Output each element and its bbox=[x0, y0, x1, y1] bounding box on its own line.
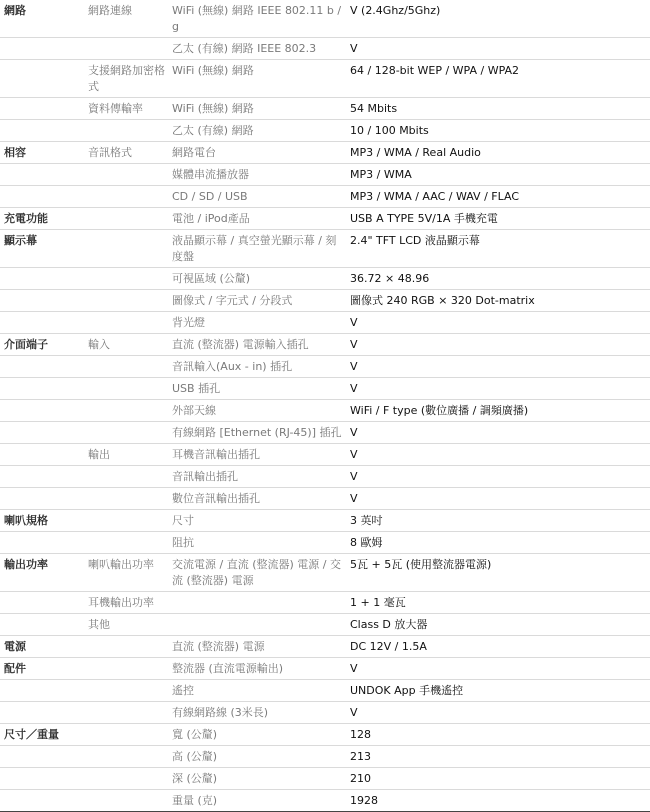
value-cell: UNDOK App 手機遙控 bbox=[346, 680, 650, 702]
category-cell bbox=[0, 702, 84, 724]
value-cell: V bbox=[346, 334, 650, 356]
feature-cell: 數位音訊輸出插孔 bbox=[168, 488, 346, 510]
table-row bbox=[0, 142, 650, 164]
subcategory-cell bbox=[84, 230, 168, 268]
table-row bbox=[0, 290, 650, 312]
subcategory-cell: 音訊格式 bbox=[84, 142, 168, 164]
feature-cell: 乙太 (有線) 網路 bbox=[168, 120, 346, 142]
value-cell: 3 英吋 bbox=[346, 510, 650, 532]
table-row bbox=[0, 614, 650, 636]
table-row bbox=[0, 532, 650, 554]
feature-cell: WiFi (無線) 網路 bbox=[168, 60, 346, 98]
table-row bbox=[0, 334, 650, 356]
value-cell: V bbox=[346, 702, 650, 724]
category-cell bbox=[0, 312, 84, 334]
feature-cell: 背光燈 bbox=[168, 312, 346, 334]
category-cell: 充電功能 bbox=[0, 208, 84, 230]
category-cell bbox=[0, 400, 84, 422]
feature-cell: CD / SD / USB bbox=[168, 186, 346, 208]
feature-cell: 媒體串流播放器 bbox=[168, 164, 346, 186]
table-row bbox=[0, 378, 650, 400]
subcategory-cell bbox=[84, 510, 168, 532]
table-row bbox=[0, 60, 650, 98]
category-cell bbox=[0, 532, 84, 554]
value-cell: MP3 / WMA / Real Audio bbox=[346, 142, 650, 164]
value-cell: V bbox=[346, 466, 650, 488]
feature-cell: WiFi (無線) 網路 bbox=[168, 98, 346, 120]
value-cell: V bbox=[346, 658, 650, 680]
category-cell bbox=[0, 746, 84, 768]
feature-cell bbox=[168, 592, 346, 614]
category-cell bbox=[0, 790, 84, 812]
feature-cell: 有線網路 [Ethernet (RJ-45)] 插孔 bbox=[168, 422, 346, 444]
table-row bbox=[0, 510, 650, 532]
subcategory-cell bbox=[84, 768, 168, 790]
subcategory-cell bbox=[84, 164, 168, 186]
subcategory-cell: 其他 bbox=[84, 614, 168, 636]
subcategory-cell bbox=[84, 724, 168, 746]
table-row bbox=[0, 268, 650, 290]
feature-cell: 直流 (整流器) 電源 bbox=[168, 636, 346, 658]
category-cell: 輸出功率 bbox=[0, 554, 84, 592]
subcategory-cell bbox=[84, 120, 168, 142]
feature-cell: 音訊輸入(Aux - in) 插孔 bbox=[168, 356, 346, 378]
subcategory-cell bbox=[84, 38, 168, 60]
value-cell: V bbox=[346, 378, 650, 400]
value-cell: 2.4" TFT LCD 液晶顯示幕 bbox=[346, 230, 650, 268]
table-row bbox=[0, 400, 650, 422]
subcategory-cell bbox=[84, 208, 168, 230]
feature-cell: 寬 (公釐) bbox=[168, 724, 346, 746]
category-cell bbox=[0, 592, 84, 614]
category-cell bbox=[0, 98, 84, 120]
value-cell: V bbox=[346, 38, 650, 60]
table-row bbox=[0, 120, 650, 142]
subcategory-cell bbox=[84, 488, 168, 510]
feature-cell: USB 插孔 bbox=[168, 378, 346, 400]
feature-cell: 阻抗 bbox=[168, 532, 346, 554]
table-row bbox=[0, 746, 650, 768]
subcategory-cell bbox=[84, 290, 168, 312]
category-cell: 配件 bbox=[0, 658, 84, 680]
value-cell: MP3 / WMA bbox=[346, 164, 650, 186]
value-cell: V bbox=[346, 488, 650, 510]
value-cell: 1928 bbox=[346, 790, 650, 812]
value-cell: WiFi / F type (數位廣播 / 調頻廣播) bbox=[346, 400, 650, 422]
subcategory-cell bbox=[84, 400, 168, 422]
table-row bbox=[0, 164, 650, 186]
category-cell: 介面端子 bbox=[0, 334, 84, 356]
category-cell bbox=[0, 378, 84, 400]
value-cell: 213 bbox=[346, 746, 650, 768]
subcategory-cell bbox=[84, 378, 168, 400]
feature-cell: 有線網路線 (3米長) bbox=[168, 702, 346, 724]
subcategory-cell bbox=[84, 636, 168, 658]
category-cell bbox=[0, 164, 84, 186]
table-row bbox=[0, 356, 650, 378]
table-row bbox=[0, 592, 650, 614]
subcategory-cell bbox=[84, 312, 168, 334]
table-row bbox=[0, 312, 650, 334]
subcategory-cell bbox=[84, 680, 168, 702]
value-cell: USB A TYPE 5V/1A 手機充電 bbox=[346, 208, 650, 230]
value-cell: V bbox=[346, 422, 650, 444]
category-cell: 喇叭規格 bbox=[0, 510, 84, 532]
table-row bbox=[0, 680, 650, 702]
subcategory-cell: 支援網路加密格式 bbox=[84, 60, 168, 98]
subcategory-cell bbox=[84, 422, 168, 444]
feature-cell: 高 (公釐) bbox=[168, 746, 346, 768]
feature-cell: 尺寸 bbox=[168, 510, 346, 532]
feature-cell: 圖像式 / 字元式 / 分段式 bbox=[168, 290, 346, 312]
table-row bbox=[0, 658, 650, 680]
value-cell: 10 / 100 Mbits bbox=[346, 120, 650, 142]
category-cell bbox=[0, 466, 84, 488]
subcategory-cell: 喇叭輸出功率 bbox=[84, 554, 168, 592]
feature-cell: 液晶顯示幕 / 真空螢光顯示幕 / 刻度盤 bbox=[168, 230, 346, 268]
table-row bbox=[0, 554, 650, 592]
feature-cell: 網路電台 bbox=[168, 142, 346, 164]
value-cell: 1 + 1 毫瓦 bbox=[346, 592, 650, 614]
subcategory-cell bbox=[84, 268, 168, 290]
subcategory-cell bbox=[84, 532, 168, 554]
subcategory-cell: 輸出 bbox=[84, 444, 168, 466]
feature-cell: 可視區域 (公釐) bbox=[168, 268, 346, 290]
subcategory-cell bbox=[84, 466, 168, 488]
feature-cell: 乙太 (有線) 網路 IEEE 802.3 bbox=[168, 38, 346, 60]
table-row bbox=[0, 636, 650, 658]
subcategory-cell bbox=[84, 186, 168, 208]
feature-cell: 電池 / iPod產品 bbox=[168, 208, 346, 230]
feature-cell: 外部天線 bbox=[168, 400, 346, 422]
table-row bbox=[0, 466, 650, 488]
subcategory-cell: 資料傳輸率 bbox=[84, 98, 168, 120]
category-cell bbox=[0, 186, 84, 208]
category-cell bbox=[0, 422, 84, 444]
subcategory-cell bbox=[84, 746, 168, 768]
feature-cell: 整流器 (直流電源輸出) bbox=[168, 658, 346, 680]
category-cell bbox=[0, 120, 84, 142]
subcategory-cell: 耳機輸出功率 bbox=[84, 592, 168, 614]
table-row bbox=[0, 488, 650, 510]
category-cell bbox=[0, 38, 84, 60]
value-cell: 54 Mbits bbox=[346, 98, 650, 120]
value-cell: 36.72 × 48.96 bbox=[346, 268, 650, 290]
table-row bbox=[0, 38, 650, 60]
value-cell: 128 bbox=[346, 724, 650, 746]
category-cell bbox=[0, 614, 84, 636]
subcategory-cell: 網路連線 bbox=[84, 0, 168, 38]
table-row bbox=[0, 422, 650, 444]
table-row bbox=[0, 186, 650, 208]
feature-cell: 音訊輸出插孔 bbox=[168, 466, 346, 488]
value-cell: DC 12V / 1.5A bbox=[346, 636, 650, 658]
table-row bbox=[0, 444, 650, 466]
value-cell: 8 歐姆 bbox=[346, 532, 650, 554]
feature-cell: WiFi (無線) 網路 IEEE 802.11 b / g bbox=[168, 0, 346, 38]
table-row bbox=[0, 702, 650, 724]
value-cell: 210 bbox=[346, 768, 650, 790]
category-cell: 相容 bbox=[0, 142, 84, 164]
value-cell: V bbox=[346, 356, 650, 378]
value-cell: Class D 放大器 bbox=[346, 614, 650, 636]
value-cell: 64 / 128-bit WEP / WPA / WPA2 bbox=[346, 60, 650, 98]
subcategory-cell bbox=[84, 658, 168, 680]
value-cell: V (2.4Ghz/5Ghz) bbox=[346, 0, 650, 38]
table-row bbox=[0, 98, 650, 120]
category-cell: 電源 bbox=[0, 636, 84, 658]
value-cell: V bbox=[346, 444, 650, 466]
category-cell bbox=[0, 444, 84, 466]
table-row bbox=[0, 208, 650, 230]
category-cell: 網路 bbox=[0, 0, 84, 38]
feature-cell: 深 (公釐) bbox=[168, 768, 346, 790]
feature-cell: 交流電源 / 直流 (整流器) 電源 / 交流 (整流器) 電源 bbox=[168, 554, 346, 592]
feature-cell: 遙控 bbox=[168, 680, 346, 702]
category-cell bbox=[0, 768, 84, 790]
category-cell bbox=[0, 680, 84, 702]
category-cell bbox=[0, 268, 84, 290]
feature-cell bbox=[168, 614, 346, 636]
category-cell bbox=[0, 60, 84, 98]
feature-cell: 耳機音訊輸出插孔 bbox=[168, 444, 346, 466]
table-row bbox=[0, 768, 650, 790]
value-cell: V bbox=[346, 312, 650, 334]
value-cell: 圖像式 240 RGB × 320 Dot-matrix bbox=[346, 290, 650, 312]
category-cell bbox=[0, 356, 84, 378]
value-cell: MP3 / WMA / AAC / WAV / FLAC bbox=[346, 186, 650, 208]
category-cell bbox=[0, 290, 84, 312]
subcategory-cell bbox=[84, 356, 168, 378]
subcategory-cell bbox=[84, 790, 168, 812]
feature-cell: 直流 (整流器) 電源輸入插孔 bbox=[168, 334, 346, 356]
subcategory-cell bbox=[84, 702, 168, 724]
category-cell: 顯示幕 bbox=[0, 230, 84, 268]
table-row bbox=[0, 790, 650, 812]
table-row bbox=[0, 724, 650, 746]
category-cell bbox=[0, 488, 84, 510]
table-row bbox=[0, 230, 650, 268]
feature-cell: 重量 (克) bbox=[168, 790, 346, 812]
table-row bbox=[0, 0, 650, 38]
value-cell: 5瓦 + 5瓦 (使用整流器電源) bbox=[346, 554, 650, 592]
subcategory-cell: 輸入 bbox=[84, 334, 168, 356]
category-cell: 尺寸／重量 bbox=[0, 724, 84, 746]
